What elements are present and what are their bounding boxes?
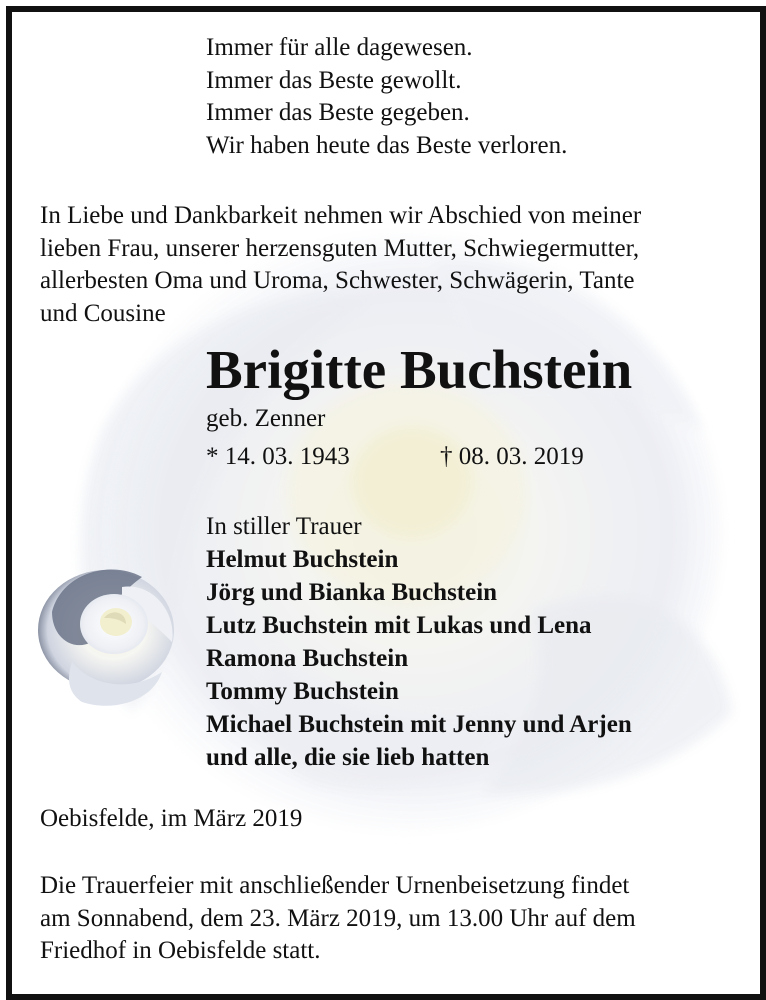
place-and-date: Oebisfelde, im März 2019: [40, 805, 303, 832]
intro-line: In Liebe und Dankbarkeit nehmen wir Abschied von meiner: [40, 202, 642, 229]
poem-line: Wir haben heute das Beste verloren.: [206, 131, 568, 159]
obituary-notice: [6, 6, 766, 1000]
deceased-name: Brigitte Buchstein: [206, 339, 633, 400]
mourner-name: und alle, die sie lieb hatten: [206, 744, 490, 771]
funeral-line: Friedhof in Oebisfelde statt.: [40, 937, 321, 964]
poem-line: Immer das Beste gegeben.: [206, 99, 470, 126]
mourner-name: Ramona Buchstein: [206, 645, 409, 672]
intro-text: [40, 200, 740, 330]
intro-line: allerbesten Oma und Uroma, Schwester, Schwägerin, Tante: [40, 267, 635, 294]
poem-line: Immer für alle dagewesen.: [206, 34, 473, 61]
mourner-name: Lutz Buchstein mit Lukas und Lena: [206, 612, 592, 639]
funeral-line: am Sonnabend, dem 23. März 2019, um 13.00 Uhr auf dem: [40, 904, 636, 932]
mourners-list: [206, 510, 632, 774]
birth-name: geb. Zenner: [206, 405, 326, 432]
mourner-name: Tommy Buchstein: [206, 678, 399, 705]
intro-line: lieben Frau, unserer herzensguten Mutter, Schwiegermutter,: [40, 234, 640, 262]
poem-line: Immer das Beste gewollt.: [206, 66, 462, 94]
death-date: † 08. 03. 2019: [440, 443, 584, 470]
poem: [206, 32, 567, 162]
intro-line: und Cousine: [40, 299, 166, 327]
funeral-line: Die Trauerfeier mit anschließender Urnenbeisetzung findet: [40, 872, 630, 899]
mourners-heading: In stiller Trauer: [206, 513, 362, 540]
mourner-name: Helmut Buchstein: [206, 546, 399, 573]
mourner-name: Jörg und Bianka Buchstein: [206, 579, 498, 606]
mourner-name: Michael Buchstein mit Jenny und Arjen: [206, 711, 632, 738]
funeral-info: [40, 870, 745, 968]
birth-date: * 14. 03. 1943: [206, 443, 350, 470]
